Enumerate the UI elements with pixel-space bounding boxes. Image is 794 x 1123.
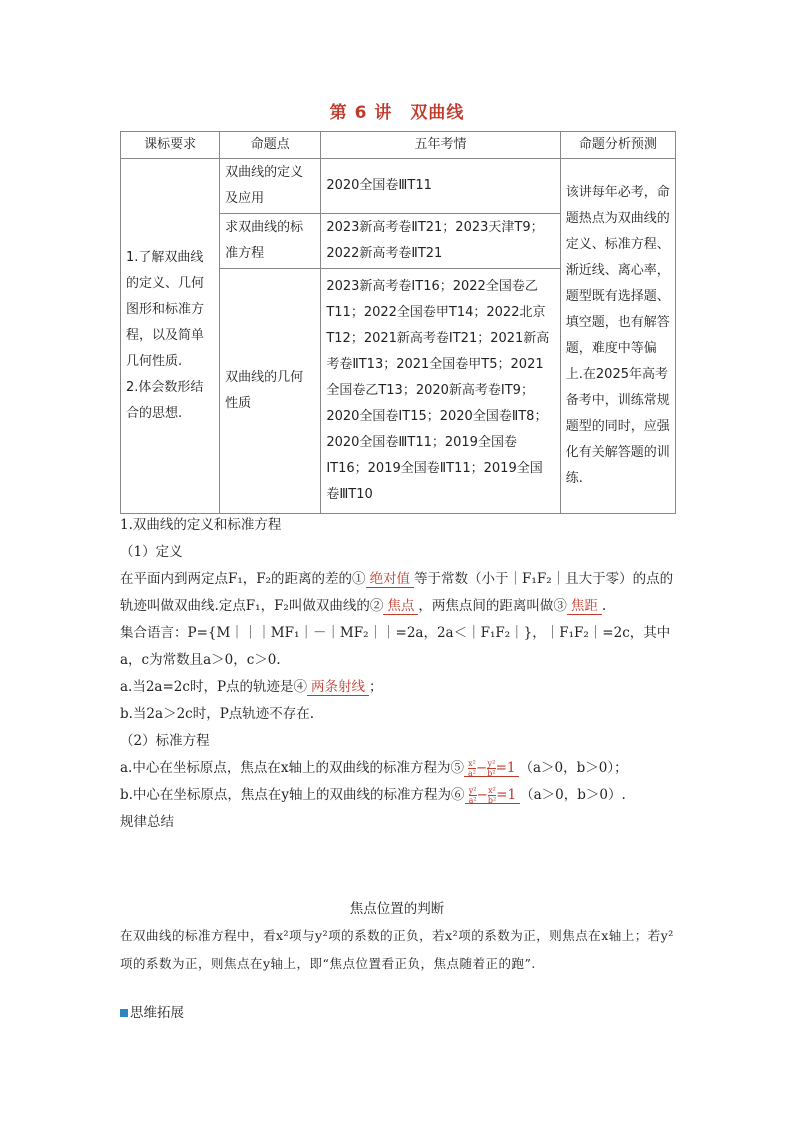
prediction-cell: 该讲每年必考，命题热点为双曲线的定义、标准方程、渐近线、离心率，题型既有选择题、填空题，也有解答题，难度中等偏上.在2025年高考备考中，训练常规题型的同时，应强化有关解答题的训练. (560, 159, 675, 514)
blank-focus: 焦点 (383, 598, 418, 615)
subsection-standard-equation: （2）标准方程 (120, 733, 210, 749)
equation-x-axis (120, 755, 680, 782)
fraction: $\frac{\text{x²}}{\text{b²}}$ (487, 786, 497, 805)
fraction: $\frac{\text{x²}}{\text{a²}}$ (467, 759, 476, 778)
header-points: 命题点 (220, 132, 321, 159)
eq-b-text: b.中心在坐标原点，焦点在y轴上的双曲线的标准方程为⑥ (120, 787, 465, 803)
exam-cell: 2023新高考卷ⅡT21；2023天津T9；2022新高考卷ⅡT21 (321, 214, 560, 269)
table-row (121, 159, 676, 214)
rule-label: 规律总结 (120, 814, 174, 830)
point-cell: 双曲线的几何性质 (220, 269, 321, 514)
rule-text: 在双曲线的标准方程中，看x²项与y²项的系数的正负，若x²项的系数为正，则焦点在x轴上；若y²项的系数为正，则焦点在y轴上，即“焦点位置看正负，焦点随着正的跑”. (120, 928, 674, 971)
definition-text: 在平面内到两定点F₁，F₂的距离的差的① (120, 571, 366, 587)
fraction: $\frac{\text{y²}}{\text{a²}}$ (468, 786, 477, 805)
table-header-row (121, 132, 676, 159)
expand-label: 思维拓展 (130, 1005, 184, 1021)
thinking-expansion (120, 1001, 184, 1021)
requirement-cell: 1.了解双曲线的定义、几何图形和标准方程，以及简单几何性质. 2.体会数形结合的思想. (121, 159, 220, 514)
blank-eq-x: $\frac{\text{x²}}{\text{a²}}$ − $\frac{\text{y²}}{\text{b²}}$ =1 (464, 760, 520, 777)
definition-text: 等于常数（小于｜F₁F₂｜且大于零）的点的轨迹叫做双曲线.定点F₁，F₂叫做双曲线的② (120, 571, 674, 614)
exam-cell: 2020全国卷ⅢT11 (321, 159, 560, 214)
subsection-definition: （1）定义 (120, 544, 183, 560)
blank-eq-y: $\frac{\text{y²}}{\text{a²}}$ − $\frac{\text{x²}}{\text{b²}}$ =1 (465, 787, 521, 804)
eq-b-end: （a＞0，b＞0）. (520, 787, 626, 803)
exam-cell: 2023新高考卷ⅠT16；2022全国卷乙T11；2022全国卷甲T14；2022北京T12；2021新高考卷ⅠT21；2021新高考卷ⅡT13；2021全国卷甲T5；2021全国卷乙T13；2020新高考卷ⅠT9；2020全国卷ⅠT15；2020全国卷ⅡT8；2020全国卷ⅢT11；2019全国卷ⅠT16；2019全国卷ⅡT11；2019全国卷ⅢT10 (321, 269, 560, 514)
equation-y-axis (120, 782, 680, 809)
eq-a-end: （a＞0，b＞0）； (519, 760, 628, 776)
case-b: b.当2a＞2c时，P点轨迹不存在. (120, 706, 315, 722)
definition-text: . (601, 598, 607, 614)
definition-paragraph (120, 566, 680, 620)
header-prediction: 命题分析预测 (560, 132, 675, 159)
blank-absolute-value: 绝对值 (366, 571, 415, 588)
eq-a-text: a.中心在坐标原点，焦点在x轴上的双曲线的标准方程为⑤ (120, 760, 464, 776)
point-cell: 求双曲线的标准方程 (220, 214, 321, 269)
square-icon (120, 1009, 128, 1017)
header-requirement: 课标要求 (121, 132, 220, 159)
point-cell: 双曲线的定义及应用 (220, 159, 321, 214)
fraction: $\frac{\text{y²}}{\text{b²}}$ (487, 759, 496, 778)
page-title: 第 6 讲 双曲线 (329, 103, 465, 123)
case-a-end: ； (369, 679, 383, 695)
rule-title: 焦点位置的判断 (349, 901, 445, 917)
section-content (120, 512, 680, 836)
section-heading: 1.双曲线的定义和标准方程 (120, 517, 282, 533)
case-a (120, 674, 680, 701)
summary-table (120, 131, 676, 514)
set-language: 集合语言：P={M｜｜｜MF₁｜－｜MF₂｜｜=2a，2a＜｜F₁F₂｜}，｜F₁F₂｜=2c，其中a，c为常数且a＞0，c＞0. (120, 625, 671, 668)
blank-focal-distance: 焦距 (567, 598, 602, 615)
header-exams: 五年考情 (321, 132, 560, 159)
case-a-text: a.当2a=2c时，P点的轨迹是④ (120, 679, 308, 695)
blank-two-rays: 两条射线 (307, 679, 369, 696)
definition-text: ，两焦点间的距离叫做③ (418, 598, 567, 614)
